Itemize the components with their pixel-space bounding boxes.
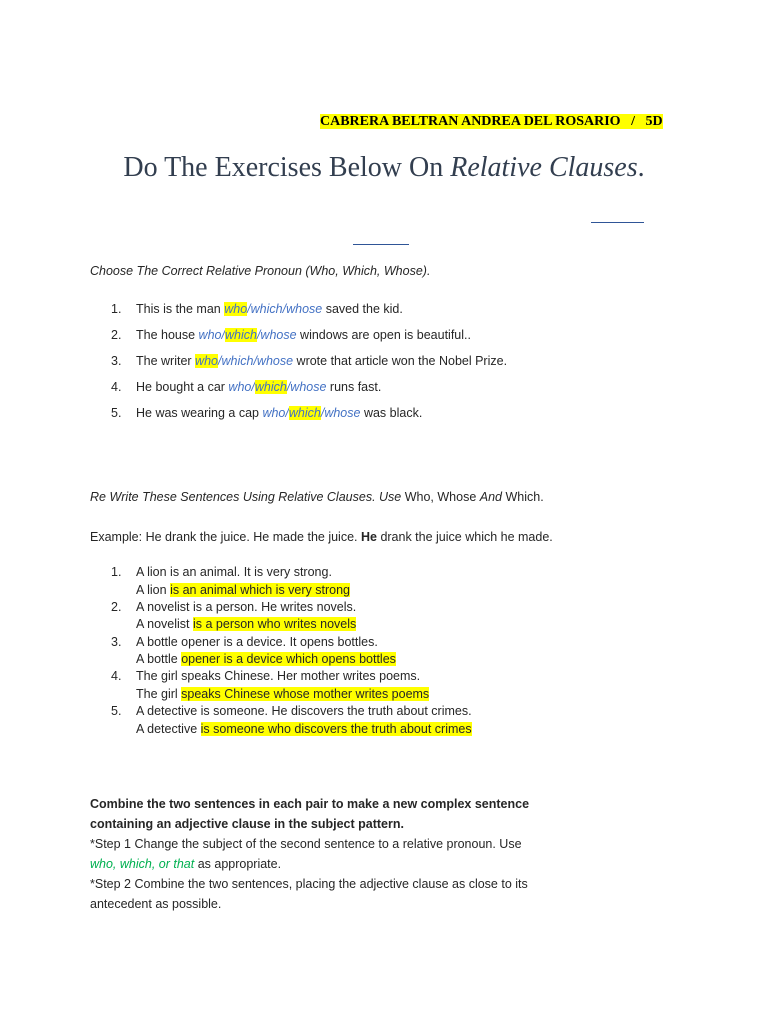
section3-heading: Combine the two sentences in each pair to make a new complex sentence [90, 797, 530, 811]
option-who: who [195, 354, 218, 368]
exercise1-item: 3. The writer who/which/whose wrote that article won the Nobel Prize. [111, 354, 508, 368]
exercise2-question: 2. A novelist is a person. He writes novels. [111, 599, 357, 614]
exercise1-item: 4. He bought a car who/which/whose runs fast. [111, 380, 382, 394]
author-line [320, 113, 663, 131]
exercise2-question: 5. A detective is someone. He discovers the truth about crimes. [111, 704, 472, 719]
option-whose: whose [286, 302, 323, 316]
exercise2-answer: A novelist is a person who writes novels [136, 617, 357, 632]
author-class: 5D [645, 114, 663, 129]
section2-example: Example: He drank the juice. He made the juice. He drank the juice which he made. [90, 530, 553, 544]
exercise1-item: 5. He was wearing a cap who/which/whose was black. [111, 406, 423, 420]
option-who: who [262, 406, 286, 420]
option-which: which [224, 328, 257, 342]
exercise2-answer: A bottle opener is a device which opens bottles [136, 652, 396, 667]
option-which: which [254, 380, 287, 394]
exercise1-item: 1. This is the man who/which/whose saved the kid. [111, 302, 403, 316]
author-name: CABRERA BELTRAN ANDREA DEL ROSARIO [320, 114, 621, 129]
underline-rule [591, 222, 644, 223]
exercise2-answer: A lion is an animal which is very strong [136, 582, 350, 597]
exercise2-answer: The girl speaks Chinese whose mother writes poems [136, 686, 430, 701]
page-title: Do The Exercises Below On Relative Clauses. [123, 152, 645, 183]
option-which: which [288, 406, 321, 420]
exercise2-question: 4. The girl speaks Chinese. Her mother writes poems. [111, 669, 421, 684]
author-separator: / [631, 114, 635, 129]
option-whose: whose [290, 380, 327, 394]
option-whose: whose [260, 328, 297, 342]
section2-instruction: Re Write These Sentences Using Relative Clauses. Use Who, Whose And Which. [90, 490, 544, 504]
option-whose: whose [324, 406, 361, 420]
exercise2-answer: A detective is someone who discovers the truth about crimes [136, 721, 472, 736]
section3-heading-2: containing an adjective clause in the subject pattern. [90, 817, 404, 831]
step2-text: *Step 2 Combine the two sentences, placing the adjective clause as close to its [90, 877, 528, 891]
option-which: which [221, 354, 254, 368]
exercise2-question: 3. A bottle opener is a device. It opens bottles. [111, 634, 378, 649]
section1-instruction: Choose The Correct Relative Pronoun (Who, Which, Whose). [90, 264, 431, 278]
step1-text-2: who, which, or that as appropriate. [90, 857, 282, 871]
underline-rule [353, 244, 409, 245]
exercise2-question: 1. A lion is an animal. It is very strong. [111, 565, 332, 579]
exercise1-item: 2. The house who/which/whose windows are open is beautiful.. [111, 328, 471, 342]
option-whose: whose [256, 354, 294, 368]
option-who: who [228, 380, 252, 394]
option-which: which [250, 302, 283, 316]
option-who: who [224, 302, 248, 316]
option-who: who [198, 328, 222, 342]
step2-text-2: antecedent as possible. [90, 897, 222, 911]
step1-text: *Step 1 Change the subject of the second sentence to a relative pronoun. Use [90, 837, 522, 851]
